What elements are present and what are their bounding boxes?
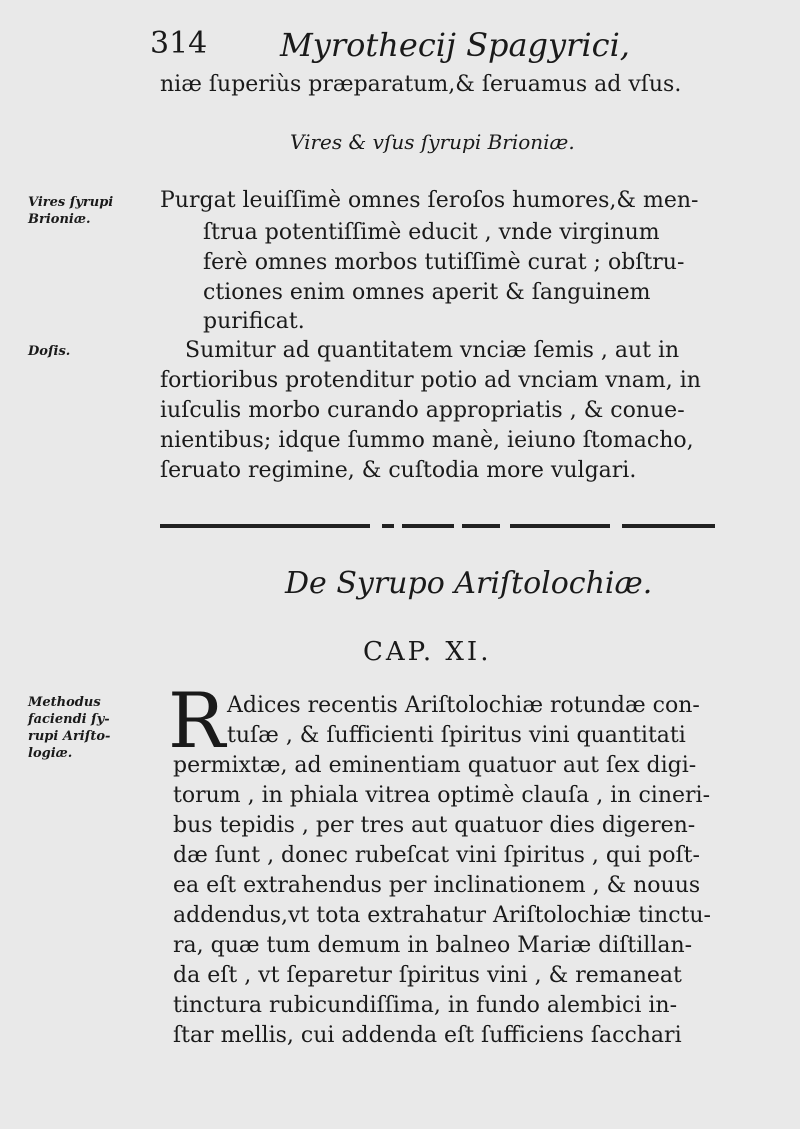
margin-note-line: Doſis.	[28, 344, 71, 359]
section-divider	[160, 520, 715, 532]
margin-note-line: Methodus	[28, 695, 101, 710]
margin-note-line: Brioniæ.	[28, 212, 91, 227]
text-line: ſtrua potentiſſimè educit , vnde virginum	[203, 220, 660, 245]
margin-note-line: rupi Ariſto-	[28, 729, 111, 744]
text-line: da eſt , vt ſeparetur ſpiritus vini , & remaneat	[173, 963, 682, 988]
text-line: torum , in phiala vitrea optimè clauſa , in cineri-	[173, 783, 711, 808]
chapter-number: CAP. XI.	[363, 637, 492, 667]
page-number: 314	[150, 26, 208, 61]
text-line: nientibus; idque ſummo manè, ieiuno ſtomacho,	[160, 428, 694, 453]
margin-note-line: faciendi ſy-	[28, 712, 110, 727]
text-line: ſeruato regimine, & cuſtodia more vulgari.	[160, 458, 637, 483]
text-line: ctiones enim omnes aperit & ſanguinem	[203, 280, 651, 305]
text-line: purificat.	[203, 309, 305, 334]
section-heading: Vires & vſus ſyrupi Brioniæ.	[290, 130, 575, 154]
text-line: ſtar mellis, cui addenda eſt ſufficiens ſacchari	[173, 1023, 682, 1048]
text-line: niæ ſuperiùs præparatum,& ſeruamus ad vſus.	[160, 72, 682, 97]
text-line: ferè omnes morbos tutiſſimè curat ; obſtru-	[203, 250, 685, 275]
text-line: dæ ſunt , donec rubeſcat vini ſpiritus , qui poſt-	[173, 843, 700, 868]
text-line: tuſæ , & ſufficienti ſpiritus vini quantitati	[227, 723, 686, 748]
text-line: permixtæ, ad eminentiam quatuor aut ſex digi-	[173, 753, 697, 778]
text-line: Sumitur ad quantitatem vnciæ ſemis , aut in	[185, 338, 680, 363]
running-head	[150, 26, 750, 76]
text-line: tinctura rubicundiſſima, in fundo alembici in-	[173, 993, 678, 1018]
margin-note-line: Vires ſyrupi	[28, 195, 114, 210]
margin-note-vires	[28, 194, 113, 228]
text-line: ea eſt extrahendus per inclinationem , & nouus	[173, 873, 701, 898]
margin-note-dosis	[28, 343, 70, 360]
chapter-title: De Syrupo Ariſtolochiæ.	[285, 566, 653, 601]
text-line: Purgat leuiſſimè omnes ſeroſos humores,& men-	[160, 188, 699, 213]
text-line: addendus,vt tota extrahatur Ariſtolochiæ tinctu-	[173, 903, 711, 928]
drop-cap: R	[168, 676, 226, 765]
text-line: fortioribus protenditur potio ad vnciam vnam, in	[160, 368, 701, 393]
text-line: iuſculis morbo curando appropriatis , & conue-	[160, 398, 685, 423]
margin-note-line: logiæ.	[28, 746, 73, 761]
text-line: ra, quæ tum demum in balneo Mariæ diſtillan-	[173, 933, 693, 958]
margin-note-methodus	[28, 694, 110, 762]
text-line: Adices recentis Ariſtolochiæ rotundæ con-	[227, 693, 700, 718]
running-title: Myrothecij Spagyrici,	[280, 26, 630, 64]
text-line: bus tepidis , per tres aut quatuor dies digeren-	[173, 813, 696, 838]
